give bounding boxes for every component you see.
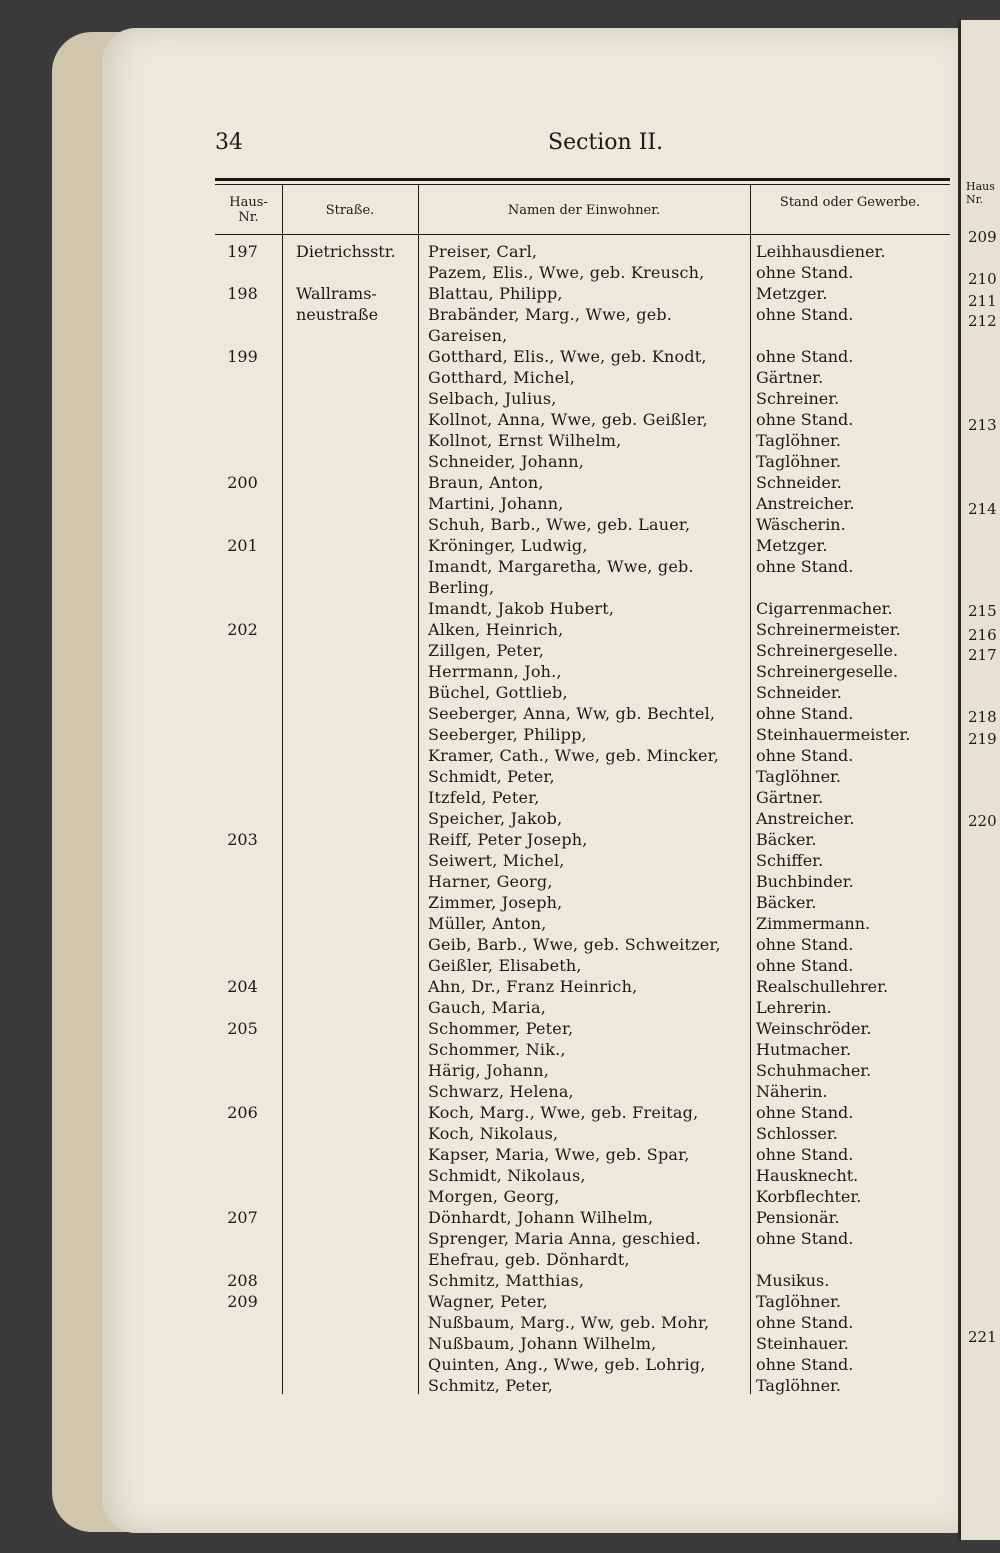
resident-name: Seeberger, Philipp, xyxy=(428,725,587,744)
occupation: Zimmermann. xyxy=(756,914,871,933)
column-divider xyxy=(750,184,751,1394)
right-page-edge xyxy=(958,20,1000,1540)
resident-name: Gotthard, Elis., Wwe, geb. Knodt, xyxy=(428,347,707,366)
resident-name: Schneider, Johann, xyxy=(428,452,585,471)
house-number: 202 xyxy=(227,620,258,639)
right-page-house-number: 211 xyxy=(968,292,997,310)
occupation: Taglöhner. xyxy=(756,431,842,450)
resident-name: Kramer, Cath., Wwe, geb. Mincker, xyxy=(428,746,720,765)
occupation: ohne Stand. xyxy=(756,1313,854,1332)
resident-name: Schmitz, Matthias, xyxy=(428,1271,585,1290)
occupation: Taglöhner. xyxy=(756,767,842,786)
house-number: 204 xyxy=(227,977,258,996)
resident-name: Geib, Barb., Wwe, geb. Schweitzer, xyxy=(428,935,721,954)
resident-name: Selbach, Julius, xyxy=(428,389,557,408)
right-page-house-number: 209 xyxy=(968,228,997,246)
resident-name: Härig, Johann, xyxy=(428,1061,550,1080)
resident-name: Preiser, Carl, xyxy=(428,242,538,261)
occupation: ohne Stand. xyxy=(756,410,854,429)
resident-name: Schmitz, Peter, xyxy=(428,1376,553,1395)
resident-name: Brabänder, Marg., Wwe, geb. xyxy=(428,305,673,324)
right-page-header: Haus Nr. xyxy=(966,180,995,206)
resident-name: Gauch, Maria, xyxy=(428,998,546,1017)
occupation: Schreinermeister. xyxy=(756,620,901,639)
street-name: neustraße xyxy=(296,305,379,324)
occupation: ohne Stand. xyxy=(756,1229,854,1248)
resident-name: Wagner, Peter, xyxy=(428,1292,548,1311)
occupation: Korbflechter. xyxy=(756,1187,862,1206)
right-page-house-number: 218 xyxy=(968,708,997,726)
occupation: Lehrerin. xyxy=(756,998,832,1017)
occupation: Anstreicher. xyxy=(756,494,855,513)
header-rule-thin xyxy=(215,184,950,185)
column-header-nr: Haus- Nr. xyxy=(229,195,268,225)
column-header-names: Namen der Einwohner. xyxy=(507,203,661,218)
resident-name: Speicher, Jakob, xyxy=(428,809,563,828)
occupation: Bäcker. xyxy=(756,830,817,849)
resident-name: Ehefrau, geb. Dönhardt, xyxy=(428,1250,630,1269)
resident-name: Zimmer, Joseph, xyxy=(428,893,563,912)
resident-name: Nußbaum, Marg., Ww, geb. Mohr, xyxy=(428,1313,710,1332)
column-header-occupation: Stand oder Gewerbe. xyxy=(779,195,921,210)
resident-name: Seiwert, Michel, xyxy=(428,851,565,870)
resident-name: Martini, Johann, xyxy=(428,494,564,513)
resident-name: Kröninger, Ludwig, xyxy=(428,536,588,555)
occupation: Taglöhner. xyxy=(756,452,842,471)
resident-name: Koch, Nikolaus, xyxy=(428,1124,559,1143)
occupation: Näherin. xyxy=(756,1082,828,1101)
resident-name: Berling, xyxy=(428,578,495,597)
occupation: ohne Stand. xyxy=(756,1145,854,1164)
resident-name: Morgen, Georg, xyxy=(428,1187,560,1206)
occupation: ohne Stand. xyxy=(756,1355,854,1374)
occupation: Taglöhner. xyxy=(756,1376,842,1395)
resident-name: Herrmann, Joh., xyxy=(428,662,562,681)
occupation: ohne Stand. xyxy=(756,557,854,576)
occupation: ohne Stand. xyxy=(756,347,854,366)
occupation: Schlosser. xyxy=(756,1124,838,1143)
house-number: 197 xyxy=(227,242,258,261)
house-number: 209 xyxy=(227,1292,258,1311)
resident-name: Gotthard, Michel, xyxy=(428,368,576,387)
house-number: 206 xyxy=(227,1103,258,1122)
house-number: 205 xyxy=(227,1019,258,1038)
occupation: Hutmacher. xyxy=(756,1040,852,1059)
occupation: Steinhauermeister. xyxy=(756,725,911,744)
page-number: 34 xyxy=(215,130,243,155)
resident-name: Braun, Anton, xyxy=(428,473,544,492)
house-number: 207 xyxy=(227,1208,258,1227)
occupation: Schneider. xyxy=(756,473,842,492)
resident-name: Imandt, Jakob Hubert, xyxy=(428,599,615,618)
right-page-house-number: 217 xyxy=(968,646,997,664)
resident-name: Schmidt, Peter, xyxy=(428,767,555,786)
resident-name: Sprenger, Maria Anna, geschied. xyxy=(428,1229,701,1248)
occupation: Steinhauer. xyxy=(756,1334,849,1353)
right-page-house-number: 210 xyxy=(968,270,997,288)
resident-name: Kollnot, Anna, Wwe, geb. Geißler, xyxy=(428,410,708,429)
resident-name: Gareisen, xyxy=(428,326,508,345)
right-page-house-number: 214 xyxy=(968,500,997,518)
right-page-house-number: 220 xyxy=(968,812,997,830)
occupation: ohne Stand. xyxy=(756,704,854,723)
house-number: 208 xyxy=(227,1271,258,1290)
resident-name: Müller, Anton, xyxy=(428,914,547,933)
occupation: Weinschröder. xyxy=(756,1019,872,1038)
right-page-house-number: 212 xyxy=(968,312,997,330)
occupation: ohne Stand. xyxy=(756,1103,854,1122)
occupation: Gärtner. xyxy=(756,788,824,807)
house-number: 201 xyxy=(227,536,258,555)
resident-name: Nußbaum, Johann Wilhelm, xyxy=(428,1334,657,1353)
resident-name: Zillgen, Peter, xyxy=(428,641,545,660)
occupation: ohne Stand. xyxy=(756,935,854,954)
house-number: 198 xyxy=(227,284,258,303)
house-number: 200 xyxy=(227,473,258,492)
column-divider xyxy=(418,184,419,1394)
header-rule xyxy=(215,178,950,181)
resident-name: Schommer, Peter, xyxy=(428,1019,574,1038)
resident-name: Quinten, Ang., Wwe, geb. Lohrig, xyxy=(428,1355,706,1374)
occupation: Taglöhner. xyxy=(756,1292,842,1311)
resident-name: Koch, Marg., Wwe, geb. Freitag, xyxy=(428,1103,699,1122)
right-page-house-number: 219 xyxy=(968,730,997,748)
occupation: Metzger. xyxy=(756,536,828,555)
house-number: 203 xyxy=(227,830,258,849)
column-header-street: Straße. xyxy=(325,203,375,218)
resident-name: Seeberger, Anna, Ww, gb. Bechtel, xyxy=(428,704,716,723)
occupation: ohne Stand. xyxy=(756,263,854,282)
occupation: Schuhmacher. xyxy=(756,1061,872,1080)
occupation: Metzger. xyxy=(756,284,828,303)
resident-name: Büchel, Gottlieb, xyxy=(428,683,568,702)
resident-name: Kapser, Maria, Wwe, geb. Spar, xyxy=(428,1145,690,1164)
resident-name: Imandt, Margaretha, Wwe, geb. xyxy=(428,557,694,576)
occupation: Anstreicher. xyxy=(756,809,855,828)
resident-name: Schuh, Barb., Wwe, geb. Lauer, xyxy=(428,515,691,534)
resident-name: Schommer, Nik., xyxy=(428,1040,566,1059)
street-name: Dietrichsstr. xyxy=(296,242,396,261)
resident-name: Ahn, Dr., Franz Heinrich, xyxy=(428,977,638,996)
occupation: Gärtner. xyxy=(756,368,824,387)
right-page-house-number: 215 xyxy=(968,602,997,620)
resident-name: Pazem, Elis., Wwe, geb. Kreusch, xyxy=(428,263,705,282)
right-page-house-number: 216 xyxy=(968,626,997,644)
occupation: ohne Stand. xyxy=(756,956,854,975)
resident-name: Geißler, Elisabeth, xyxy=(428,956,582,975)
section-title: Section II. xyxy=(548,130,664,155)
right-page-house-number: 213 xyxy=(968,416,997,434)
occupation: Wäscherin. xyxy=(756,515,846,534)
right-page-house-number: 221 xyxy=(968,1328,997,1346)
occupation: Schreiner. xyxy=(756,389,840,408)
resident-name: Blattau, Philipp, xyxy=(428,284,563,303)
resident-name: Itzfeld, Peter, xyxy=(428,788,540,807)
occupation: Buchbinder. xyxy=(756,872,854,891)
resident-name: Dönhardt, Johann Wilhelm, xyxy=(428,1208,654,1227)
occupation: ohne Stand. xyxy=(756,305,854,324)
street-name: Wallrams- xyxy=(296,284,377,303)
resident-name: Kollnot, Ernst Wilhelm, xyxy=(428,431,622,450)
resident-name: Schwarz, Helena, xyxy=(428,1082,574,1101)
occupation: Schreinergeselle. xyxy=(756,641,899,660)
occupation: Pensionär. xyxy=(756,1208,840,1227)
occupation: Hausknecht. xyxy=(756,1166,859,1185)
column-divider xyxy=(282,184,283,1394)
occupation: Schreinergeselle. xyxy=(756,662,899,681)
occupation: Bäcker. xyxy=(756,893,817,912)
occupation: Schiffer. xyxy=(756,851,824,870)
house-number: 199 xyxy=(227,347,258,366)
resident-name: Schmidt, Nikolaus, xyxy=(428,1166,586,1185)
occupation: Leihhausdiener. xyxy=(756,242,886,261)
occupation: Musikus. xyxy=(756,1271,830,1290)
resident-name: Harner, Georg, xyxy=(428,872,553,891)
resident-name: Reiff, Peter Joseph, xyxy=(428,830,588,849)
occupation: ohne Stand. xyxy=(756,746,854,765)
occupation: Cigarrenmacher. xyxy=(756,599,893,618)
occupation: Schneider. xyxy=(756,683,842,702)
occupation: Realschullehrer. xyxy=(756,977,889,996)
column-header-rule xyxy=(215,234,950,235)
resident-name: Alken, Heinrich, xyxy=(428,620,564,639)
